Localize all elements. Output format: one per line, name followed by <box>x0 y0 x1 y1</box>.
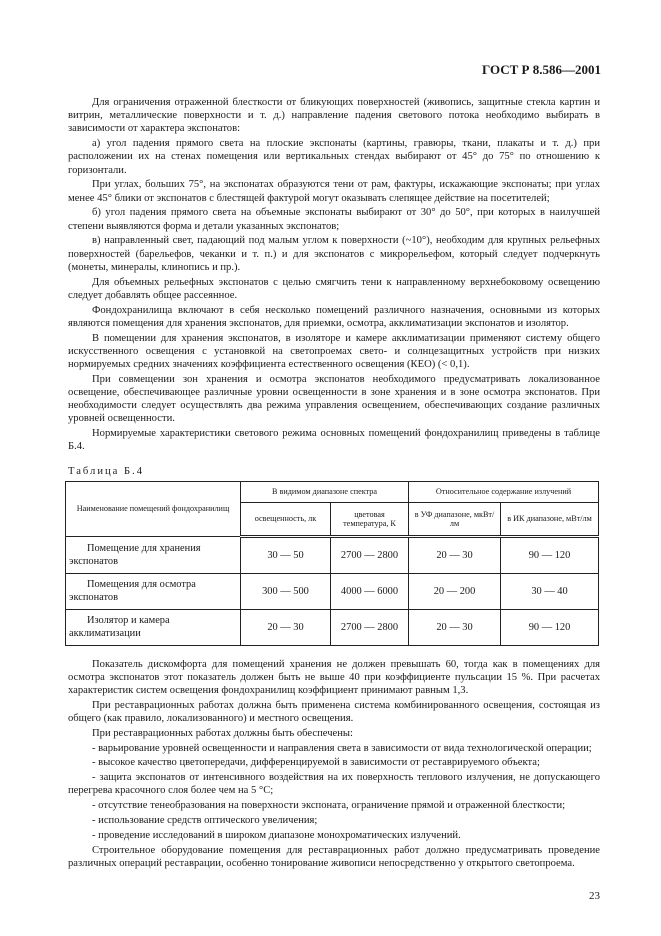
header-uv: в УФ диапазоне, мкВт/лм <box>409 502 501 536</box>
page-number: 23 <box>589 890 600 903</box>
paragraph: При углах, больших 75°, на экспонатах образуются тени от рам, фактуры, искажающие экспонаты; при углах менее 45° блики от экспонатов с блестящей фактурой могут оказывать слепящее действие на посетителей; <box>68 179 600 204</box>
list-item: - высокое качество цветопередачи, дифференцируемой в зависимости от реставрируемого объекта; <box>92 757 540 769</box>
cell: 30 — 50 <box>241 536 331 573</box>
cell: 300 — 500 <box>241 573 331 609</box>
cell: 2700 — 2800 <box>331 609 409 645</box>
cell: 20 — 200 <box>409 573 501 609</box>
paragraph: Для объемных рельефных экспонатов с целью смягчить тени к направленному верхнебоковому освещению следует добавлять общее рассеянное. <box>68 276 600 301</box>
header-color-temp: цветовая температура, К <box>331 502 409 536</box>
body-text-top <box>68 96 600 454</box>
standard-number: ГОСТ Р 8.586—2001 <box>482 62 601 77</box>
room-name: Помещения для осмотра экспонатов <box>66 573 241 609</box>
room-name: Помещение для хранения экспонатов <box>66 536 241 573</box>
cell: 2700 — 2800 <box>331 536 409 573</box>
header-room: Наименование помещений фондохранилищ <box>66 481 241 536</box>
room-name: Изолятор и камера акклиматизации <box>66 609 241 645</box>
lighting-table <box>65 481 599 646</box>
paragraph: б) угол падения прямого света на объемные экспонаты выбирают от 30° до 50°, при которых в наилучшей степени выявляются форма и детали указанных экспонатов; <box>68 207 600 232</box>
paragraph: При реставрационных работах должна быть применена система комбинированного освещения, состоящая из общего (как правило, локализованного) и местного освещения. <box>68 699 600 725</box>
paragraph: а) угол падения прямого света на плоские экспонаты (картины, гравюры, ткани, плакаты и т. д.) при расположении их на стенах помещения или вертикальных стендах выбирают от 45° до 75° по отношению к горизонтали. <box>68 138 600 176</box>
list-item: - проведение исследований в широком диапазоне монохроматических излучений. <box>92 829 461 841</box>
table-row <box>66 609 599 645</box>
table-caption: Таблица Б.4 <box>68 465 145 477</box>
list-item: - защита экспонатов от интенсивного воздействия на их поверхность теплового излучения, не допускающего перегрева красочного слоя более чем на 5 °С; <box>68 772 600 797</box>
cell: 90 — 120 <box>501 536 599 573</box>
cell: 4000 — 6000 <box>331 573 409 609</box>
cell: 20 — 30 <box>409 609 501 645</box>
paragraph: Нормируемые характеристики светового режима основных помещений фондохранилищ приведены в таблице Б.4. <box>68 428 600 453</box>
paragraph: Строительное оборудование помещения для реставрационных работ должно предусматривать проведение различных операций реставрации, особенно тонирование живописи непосредственно у открытого светопроема. <box>68 844 600 869</box>
table-row <box>66 536 599 573</box>
list-item: - использование средств оптического увеличения; <box>92 815 318 827</box>
cell: 90 — 120 <box>501 609 599 645</box>
list-item: - отсутствие тенеобразования на поверхности экспоната, ограничение прямой и отраженной блесткости; <box>92 800 566 812</box>
header-illuminance: освещенность, лк <box>241 502 331 536</box>
paragraph: Фондохранилища включают в себя несколько помещений различного назначения, основными из которых являются помещения для хранения экспонатов, для приемки, осмотра, акклиматизации экспонатов и изолятор. <box>68 304 600 329</box>
paragraph: в) направленный свет, падающий под малым углом к поверхности (~10°), необходим для крупных рельефных поверхностей (барельефов, чеканки и т. п.) и для экспонатов с микрорельефом, который следует подчеркнуть (монеты, минералы, клинопись и пр.). <box>68 235 600 273</box>
list-item: - варьирование уровней освещенности и направления света в зависимости от вида технологической операции; <box>92 742 592 754</box>
header-visible-group: В видимом диапазоне спектра <box>241 481 409 502</box>
paragraph: Показатель дискомфорта для помещений хранения не должен превышать 60, тогда как в помещениях для осмотра экспонатов этот показатель должен быть не выше 40 при коэффициенте пульсации 15 %. При расчетах характеристик систем освещения фондохранилищ коэффициент принимают равным 1,3. <box>68 658 600 697</box>
header-relative-group: Относительное содержание излучений <box>409 481 599 502</box>
cell: 30 — 40 <box>501 573 599 609</box>
table-row <box>66 573 599 609</box>
paragraph: При реставрационных работах должны быть обеспечены: <box>92 727 353 739</box>
cell: 20 — 30 <box>409 536 501 573</box>
paragraph: Для ограничения отраженной блесткости от бликующих поверхностей (живопись, защитные стекла картин и витрин, металлические поверхности и т. д.) направление падения светового потока необходимо выбирать в зависимости от характера экспонатов: <box>68 97 600 135</box>
paragraph: При совмещении зон хранения и осмотра экспонатов необходимого предусматривать локализованное освещение, обеспечивающее различные уровни освещенности в зоне хранения и в зоне осмотра экспонатов. При необходимости следует осуществлять два режима управления освещением, обеспечивающих создание различных уровней освещенности. <box>68 373 600 425</box>
paragraph: В помещении для хранения экспонатов, в изоляторе и камере акклиматизации применяют систему общего искусственного освещения с установкой на светопроемах свето- и солнцезащитных устройств при низких нормируемых средних значениях коэффициента естественного освещения (КЕО) (< 0,1). <box>68 332 600 371</box>
header-ir: в ИК диапазоне, мВт/лм <box>501 502 599 536</box>
body-text-bottom <box>68 658 600 870</box>
cell: 20 — 30 <box>241 609 331 645</box>
